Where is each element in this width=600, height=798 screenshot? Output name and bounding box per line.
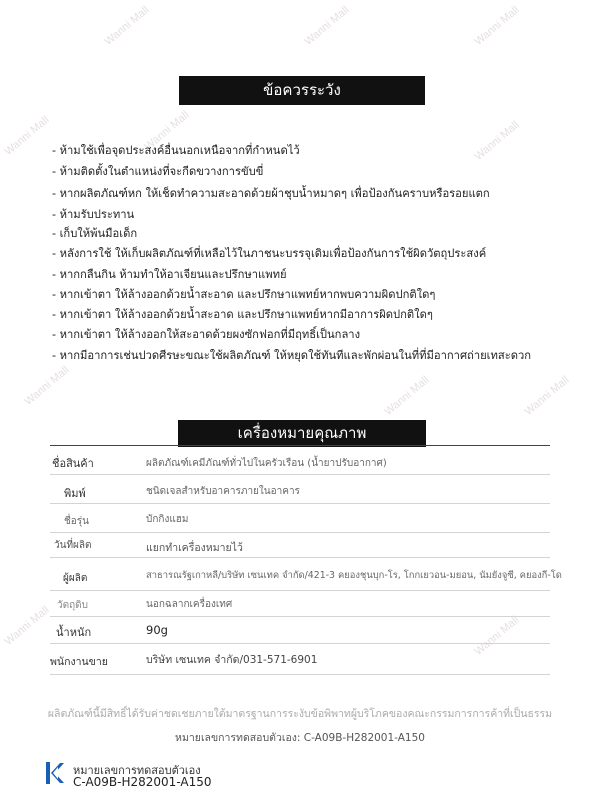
warning-item: - หากเข้าตา ให้ล้างออกให้สะอาดด้วยผงซักฟอกที่มีฤทธิ์เป็นกลาง	[52, 328, 361, 341]
spec-row	[50, 475, 550, 504]
spec-value-type: ชนิดเจลสำหรับอาคารภายในอาคาร	[146, 486, 300, 497]
warning-item: - หากผลิตภัณฑ์หก ให้เช็ดทำความสะอาดด้วยผ้าชุบน้ำหมาดๆ เพื่อป้องกันคราบหรือรอยแตก	[52, 187, 490, 200]
spec-row	[50, 644, 550, 675]
spec-label-mfg-date: วันที่ผลิต	[54, 540, 92, 551]
spec-row	[50, 591, 550, 617]
spec-value-mfg-date: แยกทำเครื่องหมายไว้	[146, 542, 243, 554]
warning-item: - ห้ามรับประทาน	[52, 208, 135, 221]
dispute-compensation-note: ผลิตภัณฑ์นี้มีสิทธิ์ได้รับค่าชดเชยภายใต้มาตรฐานการระงับข้อพิพาทผู้บริโภคของคณะกรรมการการค้าที่เป็นธรรม	[47, 708, 553, 720]
spec-row	[50, 558, 562, 591]
spec-value-material: นอกฉลากเครื่องเทศ	[146, 599, 233, 610]
spec-row	[50, 533, 550, 558]
watermark: Wanni Mall	[2, 114, 52, 158]
warnings-title: ข้อควรระวัง	[179, 76, 425, 105]
spec-value-model: บักกิงแฮม	[146, 514, 189, 525]
spec-label-product-name: ชื่อสินค้า	[52, 457, 94, 470]
warning-item: - หลังการใช้ ให้เก็บผลิตภัณฑ์ที่เหลือไว้ในภาชนะบรรจุเดิมเพื่อป้องกันการใช้ผิดวัตถุประสงค์	[52, 247, 487, 260]
spec-label-model: ชื่อรุ่น	[64, 516, 89, 527]
kc-label: หมายเลขการทดสอบตัวเอง	[73, 764, 201, 777]
watermark: Wanni Mall	[2, 604, 52, 648]
spec-label-seller: พนักงานขาย	[50, 656, 108, 668]
spec-label-manufacturer: ผู้ผลิต	[63, 573, 88, 584]
spec-label-weight: น้ำหนัก	[56, 626, 92, 639]
spec-label-type: พิมพ์	[64, 487, 86, 500]
watermark: Wanni Mall	[472, 119, 522, 163]
spec-label-material: วัตถุดิบ	[57, 600, 89, 611]
kc-certification-icon	[46, 762, 64, 784]
watermark: Wanni Mall	[22, 364, 72, 408]
spec-row	[50, 446, 550, 475]
watermark: Wanni Mall	[472, 4, 522, 48]
watermark: Wanni Mall	[142, 109, 192, 153]
watermark: Wanni Mall	[302, 4, 352, 48]
spec-row	[50, 617, 550, 644]
watermark: Wanni Mall	[382, 374, 432, 418]
spec-value-seller: บริษัท เซนเทค จำกัด/031-571-6901	[146, 654, 318, 666]
watermark: Wanni Mall	[472, 614, 522, 658]
quality-title: เครื่องหมายคุณภาพ	[178, 420, 426, 447]
warning-item: - เก็บให้พ้นมือเด็ก	[52, 227, 138, 240]
warning-item: - หากมีอาการเช่นปวดศีรษะขณะใช้ผลิตภัณฑ์ ให้หยุดใช้ทันทีและพักผ่อนในที่ที่มีอากาศถ่ายเทสะดวก	[52, 349, 532, 362]
spec-value-manufacturer: สาธารณรัฐเกาหลี/บริษัท เซนเทค จำกัด/421-3 คยองชุนบุก-โร, โกกเยวอน-มยอน, นัมยังจูซี, คยองกี-โด	[146, 570, 562, 581]
warning-item: - หากเข้าตา ให้ล้างออกด้วยน้ำสะอาด และปรึกษาแพทย์หากมีอาการผิดปกติใดๆ	[52, 308, 433, 321]
warning-item: - ห้ามใช้เพื่อจุดประสงค์อื่นนอกเหนือจากที่กำหนดไว้	[52, 144, 300, 157]
warning-item: - หากเข้าตา ให้ล้างออกด้วยน้ำสะอาด และปรึกษาแพทย์หากพบความผิดปกติใดๆ	[52, 288, 436, 301]
watermark: Wanni Mall	[522, 374, 572, 418]
watermark: Wanni Mall	[102, 4, 152, 48]
warning-item: - ห้ามติดตั้งในตำแหน่งที่จะกีดขวางการขับขี่	[52, 165, 264, 178]
spec-row	[50, 504, 550, 533]
kc-code: C-A09B-H282001-A150	[73, 775, 212, 789]
spec-value-weight: 90g	[146, 623, 168, 637]
spec-value-product-name: ผลิตภัณฑ์เคมีภัณฑ์ทั่วไปในครัวเรือน (น้ำยาปรับอากาศ)	[146, 458, 387, 469]
self-test-number: หมายเลขการทดสอบตัวเอง: C-A09B-H282001-A150	[175, 732, 425, 744]
warning-item: - หากกลืนกิน ห้ามทำให้อาเจียนและปรึกษาแพทย์	[52, 268, 287, 281]
